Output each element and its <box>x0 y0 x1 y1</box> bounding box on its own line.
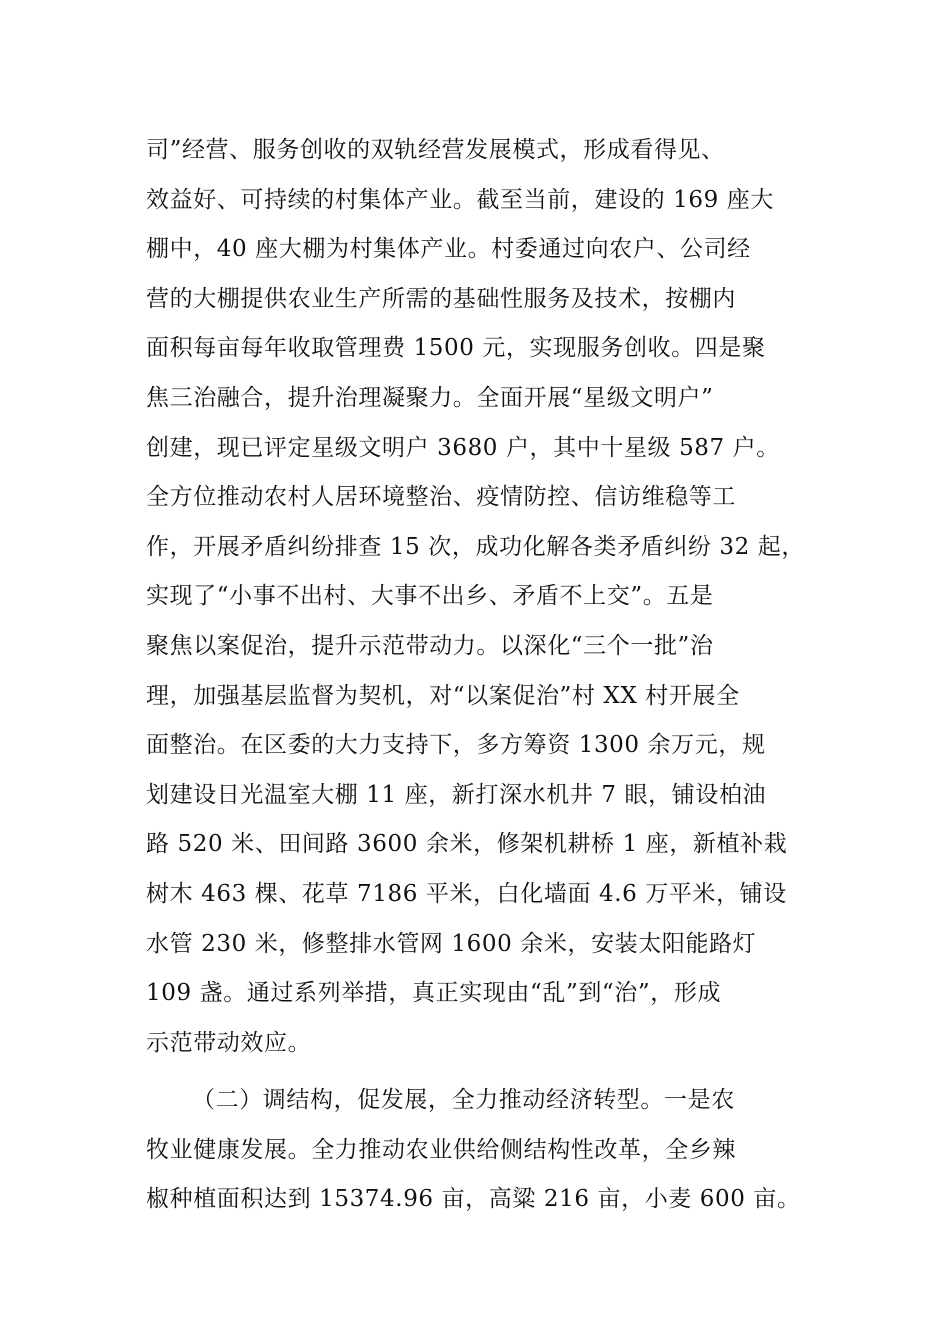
text-line: 牧业健康发展。全力推动农业供给侧结构性改革，全乡辣 <box>146 1136 736 1163</box>
paragraph <box>146 126 806 1068</box>
paragraph <box>146 1076 806 1225</box>
text-line: 示范带动效应。 <box>146 1029 312 1056</box>
text-line: 司”经营、服务创收的双轨经营发展模式，形成看得见、 <box>146 137 725 163</box>
paragraph-spacer <box>146 1068 806 1076</box>
text-line: 面积每亩每年收取管理费 1500 元，实现服务创收。四是聚 <box>146 335 766 362</box>
text-line: 全方位推动农村人居环境整治、疫情防控、信访维稳等工 <box>146 484 736 511</box>
text-line: 效益好、可持续的村集体产业。截至当前，建设的 169 座大 <box>146 186 774 213</box>
text-line: 划建设日光温室大棚 11 座，新打深水机井 7 眼，铺设柏油 <box>146 781 767 808</box>
text-line: 焦三治融合，提升治理凝聚力。全面开展“星级文明户” <box>146 384 714 411</box>
text-line: （二）调结构，促发展，全力推动经济转型。一是农 <box>192 1087 735 1114</box>
text-line: 实现了“小事不出村、大事不出乡、矛盾不上交”。五是 <box>146 583 714 610</box>
text-line: 棚中，40 座大棚为村集体产业。村委通过向农户、公司经 <box>146 236 751 263</box>
text-line: 理，加强基层监督为契机，对“以案促治”村 XX 村开展全 <box>146 682 740 709</box>
text-line: 面整治。在区委的大力支持下，多方筹资 1300 余万元，规 <box>146 732 766 759</box>
text-line: 作，开展矛盾纠纷排查 15 次，成功化解各类矛盾纠纷 32 起， <box>146 533 805 560</box>
text-line: 路 520 米、田间路 3600 余米，修架机耕桥 1 座，新植补栽 <box>146 831 788 858</box>
text-line: 水管 230 米，修整排水管网 1600 余米，安装太阳能路灯 <box>146 930 757 957</box>
text-line: 营的大棚提供农业生产所需的基础性服务及技术，按棚内 <box>146 285 736 312</box>
text-line: 树木 463 棵、花草 7186 平米，白化墙面 4.6 万平米，铺设 <box>146 880 787 907</box>
text-line: 椒种植面积达到 15374.96 亩，高粱 216 亩，小麦 600 亩。 <box>146 1186 801 1213</box>
document-body <box>146 126 806 1225</box>
text-line: 创建，现已评定星级文明户 3680 户，其中十星级 587 户。 <box>146 434 780 461</box>
text-line: 109 盏。通过系列举措，真正实现由“乱”到“治”，形成 <box>146 980 722 1007</box>
text-line: 聚焦以案促治，提升示范带动力。以深化“三个一批”治 <box>146 632 714 659</box>
